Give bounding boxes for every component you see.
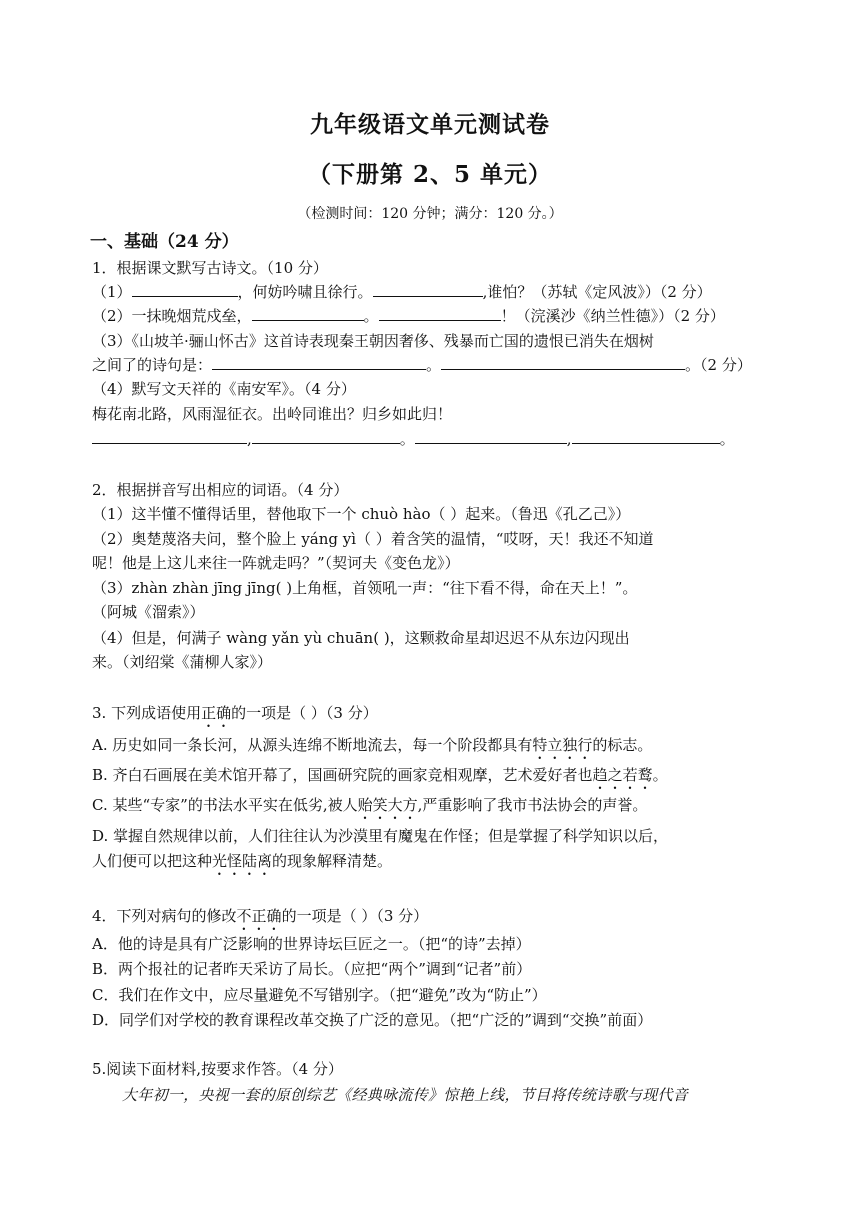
- q4-stem-emphasis: 不正确: [236, 907, 282, 925]
- separator: ,: [247, 430, 252, 448]
- q1-part3-sep: 。: [426, 356, 442, 374]
- q1-part2-source: ！（浣溪沙《纳兰性德》）（2 分）: [500, 307, 725, 325]
- exam-subtitle: （下册第 2、5 单元）: [307, 161, 553, 188]
- q4-option-c: C．我们在作文中，应尽量避免不写错别字。（把“避免”改为“防止”）: [92, 986, 547, 1004]
- option-idiom: 光怪陆离: [212, 852, 273, 870]
- separator: 。: [719, 430, 735, 448]
- q1-part2: [92, 304, 772, 328]
- q1-part1-text: ，何妨吟啸且徐行。: [237, 283, 373, 301]
- q1-part4: （4）默写文天祥的《南安军》。（4 分）: [92, 380, 356, 398]
- answer-blank[interactable]: [572, 427, 720, 444]
- q2-line5: （阿城《溜索》）: [92, 603, 205, 621]
- option-text: 。: [652, 766, 668, 784]
- q4-stem: [92, 904, 772, 934]
- answer-blank[interactable]: [212, 353, 426, 370]
- q3-stem-text: 3. 下列成语使用: [92, 704, 202, 722]
- q4-option-a: A．他的诗是具有广泛影响的世界诗坛巨匠之一。（把“的诗”去掉）: [92, 935, 531, 953]
- q2-line7: 来。（刘绍棠《蒲柳人家》）: [92, 653, 273, 671]
- q3-option-a: [92, 733, 772, 763]
- q4-option-b: B．两个报社的记者昨天采访了局长。（应把“两个”调到“记者”前）: [92, 960, 532, 978]
- q1-stem: 1．根据课文默写古诗文。（10 分）: [92, 259, 328, 277]
- q1-part3-text: 之间了的诗句是：: [92, 356, 213, 374]
- q1-part3-line1: （3）《山坡羊·骊山怀古》这首诗表现秦王朝因奢侈、残暴而亡国的遗恨已消失在烟树: [92, 332, 654, 350]
- q2-line4: （3）zhàn zhàn jīng jīng( )上角框，首领吼一声：“往下看不得，命在天上！”。: [92, 579, 638, 597]
- q2-line3: 呢！他是上这儿来往一阵就走吗？”（契诃夫《变色龙》）: [92, 554, 460, 572]
- exam-title: 九年级语文单元测试卷: [310, 111, 550, 138]
- q1-part2-sep: 。: [363, 307, 379, 325]
- answer-blank[interactable]: [92, 427, 247, 444]
- option-idiom: 贻笑大方: [357, 796, 418, 814]
- option-text: C. 某些“专家”的书法水平实在低劣,被人: [92, 796, 358, 814]
- option-idiom: 特立独行: [532, 736, 593, 754]
- q1-part1-source: ,谁怕？（苏轼《定风波》）（2 分）: [482, 283, 712, 301]
- answer-blank[interactable]: [379, 304, 501, 321]
- option-text: B. 齐白石画展在美术馆开幕了，国画研究院的画家竞相观摩，艺术爱好者也: [92, 766, 593, 784]
- q5-stem: 5.阅读下面材料,按要求作答。（4 分）: [92, 1060, 343, 1078]
- q1-part3-score: 。（2 分）: [685, 356, 752, 374]
- q1-part3-line2: [92, 353, 772, 377]
- q1-part1-label: （1）: [92, 283, 132, 301]
- q4-stem-score: 的一项是（ ）（3 分）: [281, 907, 429, 925]
- section-heading: 一、基础（24 分）: [90, 232, 239, 252]
- q1-part1: [92, 280, 772, 304]
- answer-blank[interactable]: [441, 353, 685, 370]
- q3-stem: [92, 701, 772, 731]
- q5-passage: 大年初一，央视一套的原创综艺《经典咏流传》惊艳上线，节目将传统诗歌与现代音: [122, 1086, 689, 1104]
- q1-poem: 梅花南北路，风雨湿征衣。出岭同谁出？归乡如此归！: [92, 405, 453, 423]
- q3-option-c: [92, 793, 772, 823]
- q4-stem-text: 4．下列对病句的修改: [92, 907, 237, 925]
- option-idiom: 趋之若鹜: [592, 766, 653, 784]
- q2-line6: （4）但是，何满子 wàng yǎn yù chuān( )，这颗救命星却迟迟不从东边闪现出: [92, 629, 630, 647]
- option-text: 的现象解释清楚。: [272, 852, 393, 870]
- exam-meta: （检测时间：120 分钟；满分：120 分。）: [297, 206, 563, 222]
- option-text: A. 历史如同一条长河，从源头连绵不断地流去，每一个阶段都具有: [92, 736, 533, 754]
- q1-poem-blanks: [92, 427, 772, 451]
- answer-blank[interactable]: [252, 427, 400, 444]
- answer-blank[interactable]: [373, 280, 483, 297]
- separator: ,: [566, 430, 572, 448]
- answer-blank[interactable]: [415, 427, 567, 444]
- answer-blank[interactable]: [252, 304, 364, 321]
- option-text: 的标志。: [592, 736, 653, 754]
- q3-option-b: [92, 763, 772, 793]
- q3-stem-score: 的一项是（ ）（3 分）: [231, 704, 378, 722]
- q2-stem: 2．根据拼音写出相应的词语。（4 分）: [92, 481, 349, 499]
- option-text: 人们便可以把这种: [92, 852, 213, 870]
- q3-option-d-line2: [92, 849, 772, 879]
- q3-option-d-line1: D. 掌握自然规律以前，人们往往认为沙漠里有魔鬼在作怪；但是掌握了科学知识以后，: [92, 827, 669, 845]
- q2-line2: （2）奥楚蔑洛夫问，整个脸上 yáng yì（ ）着含笑的温情，“哎呀，天！我还不知道: [92, 530, 654, 548]
- q4-option-d: D．同学们对学校的教育课程改革交换了广泛的意见。（把“广泛的”调到“交换”前面）: [92, 1011, 653, 1029]
- q1-part2-text: （2）一抹晚烟荒戍垒，: [92, 307, 252, 325]
- option-text: ,严重影响了我市书法协会的声誉。: [417, 796, 648, 814]
- separator: 。: [399, 430, 415, 448]
- q2-line1: （1）这半懂不懂得话里，替他取下一个 chuò hào（ ）起来。（鲁迅《孔乙己》）: [92, 505, 631, 523]
- answer-blank[interactable]: [132, 280, 238, 297]
- q3-stem-emphasis: 正确: [201, 704, 232, 722]
